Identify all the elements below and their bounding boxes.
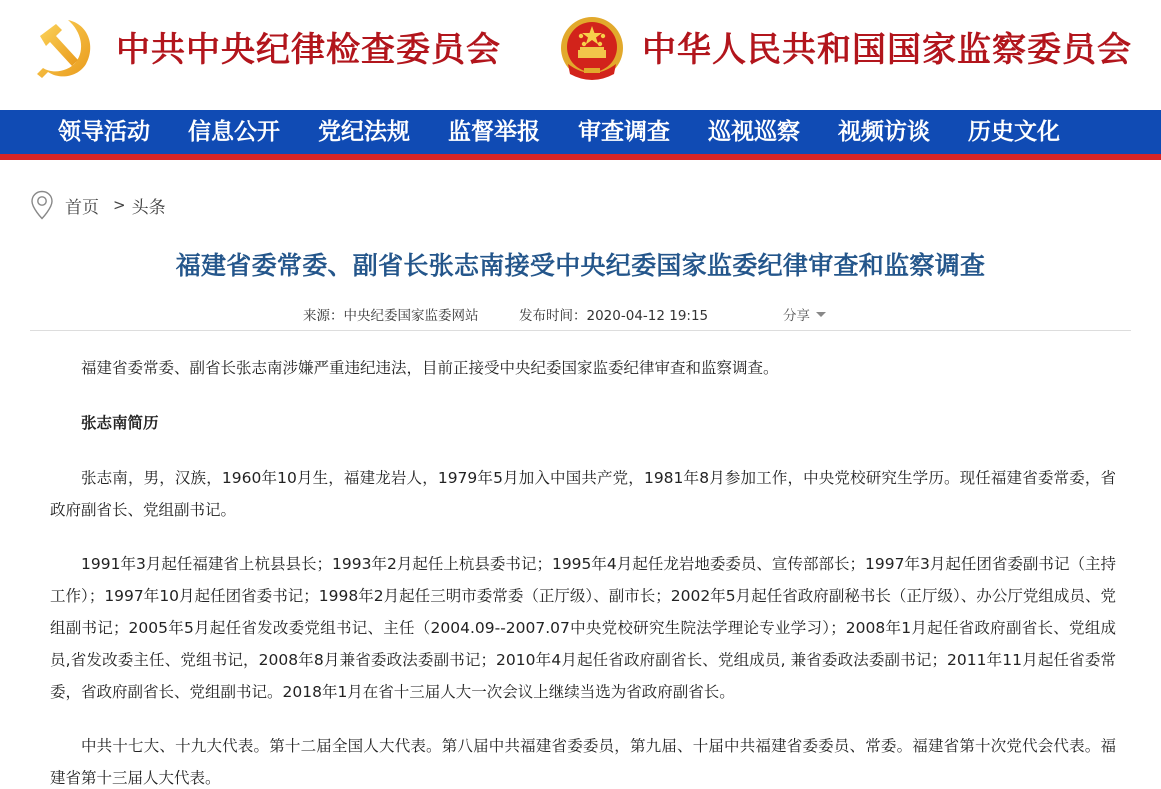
breadcrumb-separator: > (113, 196, 126, 214)
share-label: 分享 (783, 308, 810, 324)
bio-paragraph-basic: 张志南，男，汉族，1960年10月生，福建龙岩人，1979年5月加入中国共产党，1981年8月参加工作，中央党校研究生学历。现任福建省委常委，省政府副省长、党组副书记。 (50, 469, 1116, 519)
party-emblem-icon (30, 14, 102, 86)
nsc-name: 中华人民共和国国家监察委员会 (642, 30, 1132, 70)
caret-down-icon (816, 312, 826, 317)
nav-item-video[interactable]: 视频访谈 (838, 118, 930, 145)
nav-item-leadership[interactable]: 领导活动 (58, 118, 150, 145)
article-body (50, 352, 1116, 789)
nav-item-reporting[interactable]: 监督举报 (448, 118, 540, 145)
bio-paragraph-positions: 中共十七大、十九大代表。第十二届全国人大代表。第八届中共福建省委委员，第九届、十届中共福建省委委员、常委。福建省第十次党代会代表。福建省第十三届人大代表。 (50, 737, 1116, 787)
ccdi-name: 中共中央纪律检查委员会 (116, 30, 501, 70)
article-title: 福建省委常委、副省长张志南接受中央纪委国家监委纪律审查和监察调查 (175, 251, 986, 280)
article-meta (0, 302, 1161, 324)
breadcrumb-current[interactable]: 头条 (131, 197, 166, 218)
article-source: 来源：中央纪委国家监委网站 (303, 308, 479, 324)
bio-paragraph-career: 1991年3月起任福建省上杭县县长；1993年2月起任上杭县委书记；1995年4月起任龙岩地委委员、宣传部部长；1997年3月起任团省委副书记（主持工作）；1997年10月起任团省委书记；1998年2月起任三明市委常委（正厅级）、副市长；2002年5月起任省政府副秘书长（正厅级）、办公厅党组成员、党组副书记；2005年5月起任省发改委党组书记、主任（2004.09--2007.07中央党校研究生院法学理论专业学习）；2008年1月起任省政府副省长、党组成员,省发改委主任、党组书记，2008年8月兼省委政法委副书记；2010年4月起任省政府副省长、党组成员, 兼省委政法委副书记；2011年11月起任省委常委，省政府副省长、党组副书记。2018年1月在省十三届人大一次会议上继续当选为省政府副省长。 (50, 555, 1116, 701)
nav-red-stripe (0, 154, 1161, 160)
article-publish-time: 发布时间：2020-04-12 19:15 (519, 308, 709, 324)
meta-divider (30, 330, 1131, 331)
bio-heading: 张志南简历 (81, 414, 159, 432)
nav-item-inspection[interactable]: 巡视巡察 (708, 118, 800, 145)
nsc-logo-link[interactable] (556, 10, 1132, 90)
nav-list (58, 110, 1098, 154)
site-header (0, 0, 1161, 110)
breadcrumb-home[interactable]: 首页 (65, 197, 99, 218)
article-lead-paragraph: 福建省委常委、副省长张志南涉嫌严重违纪违法，目前正接受中央纪委国家监委纪律审查和监察调查。 (81, 359, 779, 377)
national-emblem-icon (556, 14, 628, 86)
location-pin-icon (30, 190, 54, 220)
nav-item-regulations[interactable]: 党纪法规 (318, 118, 410, 145)
nav-item-investigation[interactable]: 审查调查 (578, 118, 670, 145)
main-nav (0, 110, 1161, 154)
share-button[interactable] (783, 304, 826, 324)
nav-item-history[interactable]: 历史文化 (968, 118, 1060, 145)
ccdi-logo-link[interactable] (30, 10, 501, 90)
breadcrumb (30, 190, 166, 220)
nav-item-info-disclosure[interactable]: 信息公开 (188, 118, 280, 145)
